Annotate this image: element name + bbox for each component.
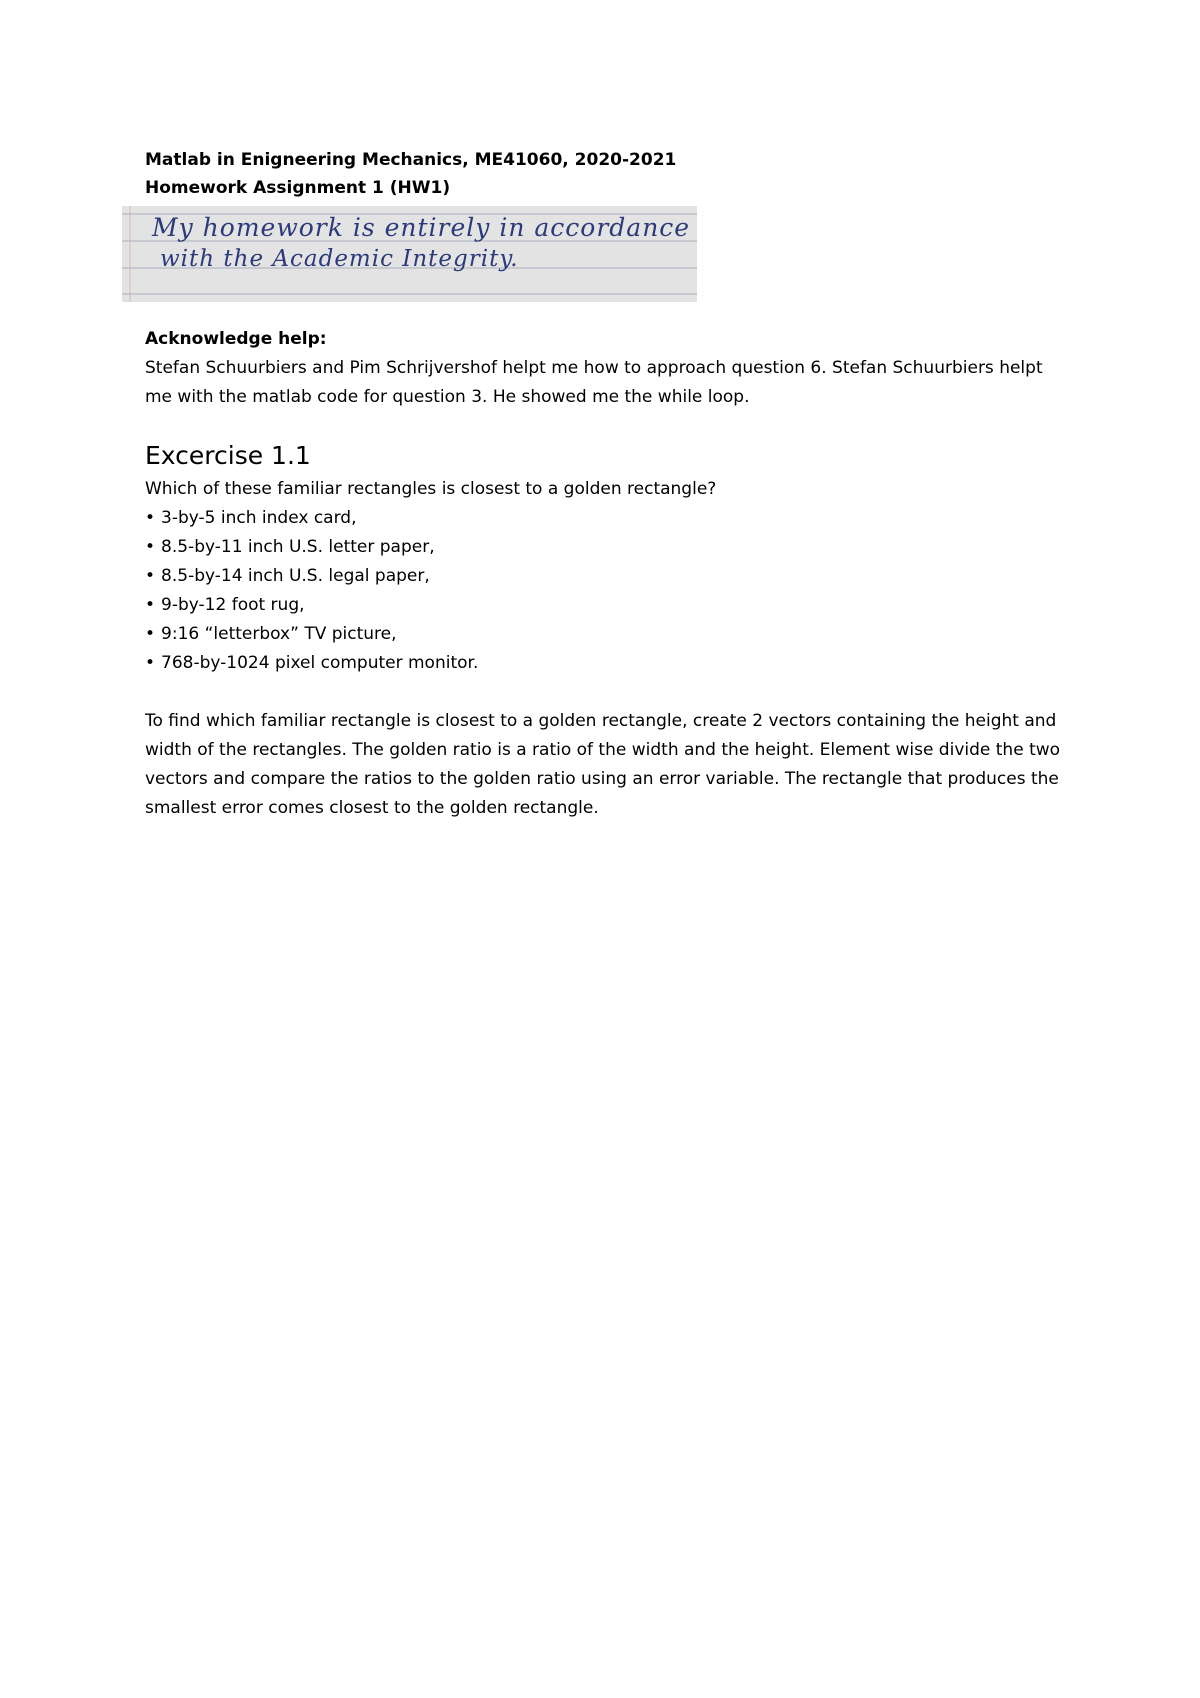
handwriting-line-1: My homework is entirely in accordance: [152, 213, 691, 242]
exercise-question: Which of these familiar rectangles is closest to a golden rectangle?: [145, 479, 717, 499]
page-content: [145, 146, 1065, 823]
bullet: •: [145, 595, 156, 615]
list-item: [145, 620, 1065, 649]
exercise-heading: Excercise 1.1: [145, 441, 311, 470]
list-item: [145, 533, 1065, 562]
list-item-text: 8.5-by-14 inch U.S. legal paper,: [161, 566, 430, 586]
course-title: Matlab in Enigneering Mechanics, ME41060, 2020-2021: [145, 150, 677, 170]
bullet: •: [145, 566, 156, 586]
handwriting-line-2: with the Academic Integrity.: [160, 246, 519, 272]
bullet: •: [145, 653, 156, 673]
rectangle-list: [145, 504, 1065, 678]
list-item-text: 768-by-1024 pixel computer monitor.: [161, 653, 479, 673]
exercise-answer: To find which familiar rectangle is closest to a golden rectangle, create 2 vectors containing the height and width of the rectangles. The golden ratio is a ratio of the width and the height. Element wise divide the two vectors and compare the ratios to the golden ratio using an error variable. The rectangle that produces the smallest error comes closest to the golden rectangle.: [145, 711, 1061, 818]
acknowledge-text: Stefan Schuurbiers and Pim Schrijvershof helpt me how to approach question 6. Stefan Schuurbiers helpt me with the matlab code for question 3. He showed me the while loop.: [145, 358, 1043, 407]
bullet: •: [145, 624, 156, 644]
list-item: [145, 504, 1065, 533]
list-item-text: 9-by-12 foot rug,: [161, 595, 305, 615]
list-item-text: 3-by-5 inch index card,: [161, 508, 357, 528]
list-item: [145, 649, 1065, 678]
acknowledge-heading: Acknowledge help:: [145, 329, 327, 349]
list-item-text: 9:16 “letterbox” TV picture,: [161, 624, 397, 644]
handwritten-statement-svg: [122, 206, 697, 302]
list-item-text: 8.5-by-11 inch U.S. letter paper,: [161, 537, 435, 557]
handwritten-statement-image: [122, 206, 697, 302]
list-item: [145, 562, 1065, 591]
bullet: •: [145, 508, 156, 528]
list-item: [145, 591, 1065, 620]
bullet: •: [145, 537, 156, 557]
assignment-title: Homework Assignment 1 (HW1): [145, 178, 451, 198]
